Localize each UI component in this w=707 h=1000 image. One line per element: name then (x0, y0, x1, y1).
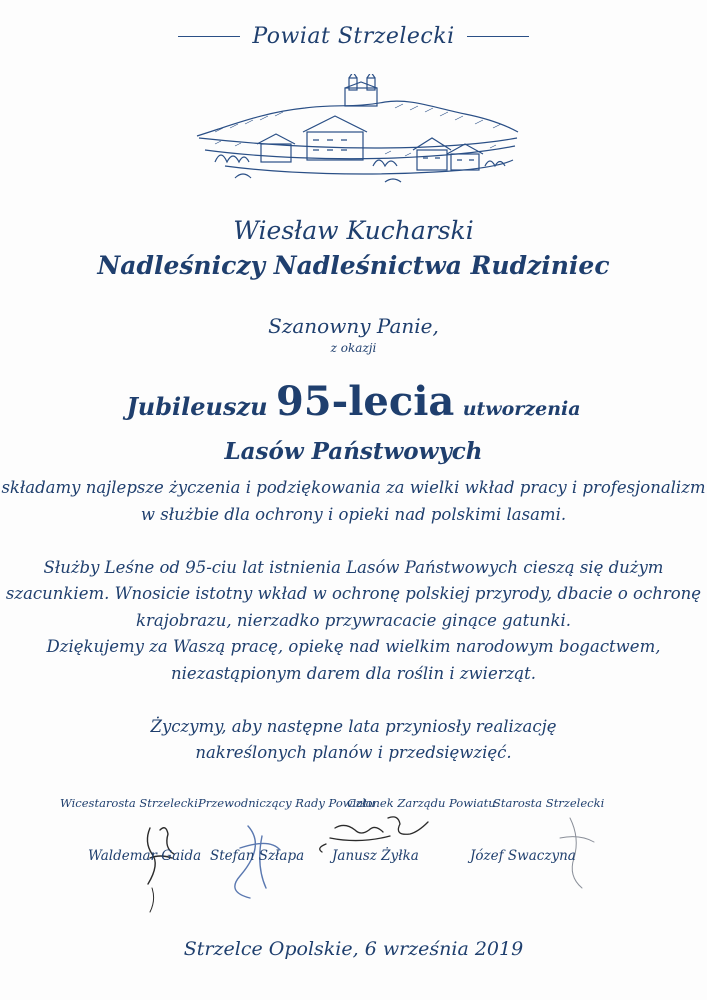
paragraph-2-line-1: Służby Leśne od 95-ciu lat istnienia Lasów Państwowych cieszą się dużym (43, 558, 664, 577)
header-rule-right (467, 36, 529, 37)
paragraph-3-line-2: nakreślonych planów i przedsięwzięć. (195, 743, 512, 762)
jubilee-heading (0, 378, 707, 425)
paragraph-1-line-1: składamy najlepsze życzenia i podziękowania za wielki wkład pracy i profesjonalizm (1, 478, 706, 497)
header-rule-left (178, 36, 240, 37)
recipient-position: Nadleśniczy Nadleśnictwa Rudziniec (97, 251, 610, 280)
paragraph-1-line-2: w służbie dla ochrony i opieki nad polskimi lasami. (140, 505, 567, 524)
salutation: Szanowny Panie, (268, 314, 439, 338)
paragraph-3-line-1: Życzymy, aby następne lata przyniosły realizację (150, 717, 557, 736)
jubilee-suffix: -lecia (331, 378, 455, 425)
signatory-names (60, 848, 660, 872)
signatory-title: Starosta Strzelecki (493, 796, 605, 810)
jubilee-rest: utworzenia (462, 398, 581, 420)
town-illustration (195, 74, 520, 192)
recipient-name: Wiesław Kucharski (233, 216, 474, 245)
jubilee-number: 95 (275, 378, 332, 425)
header-title: Powiat Strzelecki (252, 24, 455, 49)
paragraph-2-line-3: krajobrazu, nierzadko przywracacie ginące gatunki. (136, 611, 571, 630)
header (0, 24, 707, 49)
signatory-title: Wicestarosta Strzelecki (60, 796, 198, 810)
occasion-lead: z okazji (330, 341, 377, 355)
signatory-title: Przewodniczący Rady Powiatu (198, 796, 376, 810)
paragraph-2-line-2: szacunkiem. Wnosicie istotny wkład w ochronę polskiej przyrody, dbacie o ochronę (5, 584, 702, 603)
signatory-title: Członek Zarządu Powiatu (347, 796, 496, 810)
place-and-date: Strzelce Opolskie, 6 września 2019 (183, 938, 524, 960)
jubilee-prefix: Jubileuszu (126, 392, 268, 421)
paragraph-2-line-5: niezastąpionym darem dla roślin i zwierząt. (171, 664, 536, 683)
paragraph-2-line-4: Dziękujemy za Waszą pracę, opiekę nad wielkim narodowym bogactwem, (46, 637, 661, 656)
signatory-name: Waldemar Gaida (88, 848, 202, 864)
signatory-name: Józef Swaczyna (470, 848, 576, 864)
institution-name: Lasów Państwowych (224, 438, 483, 465)
signatory-name: Janusz Żyłka (332, 848, 419, 864)
signatory-name: Stefan Szłapa (210, 848, 305, 864)
